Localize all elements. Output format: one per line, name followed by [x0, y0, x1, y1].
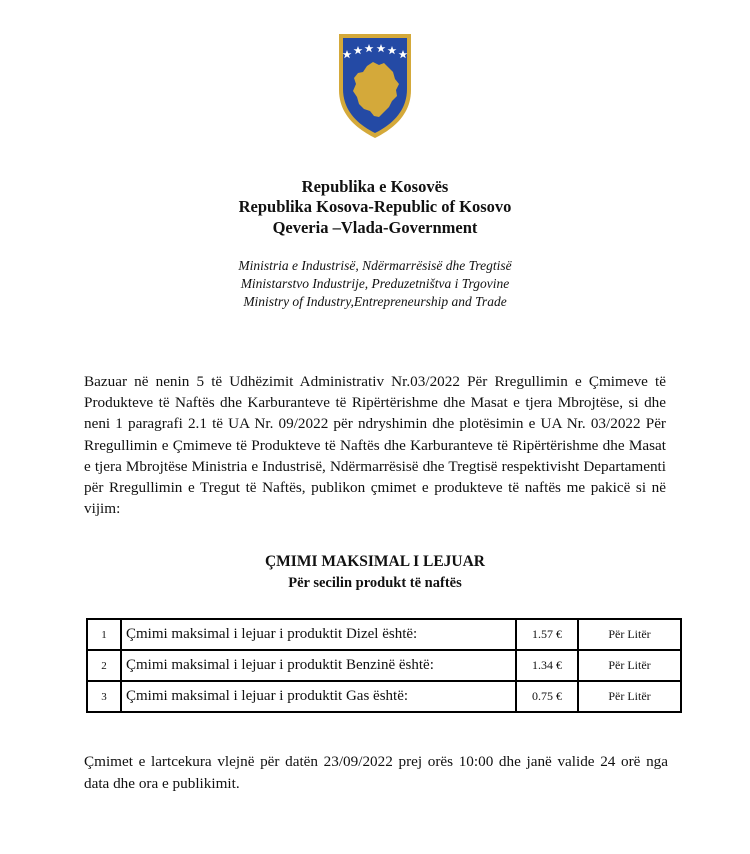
price-unit: Për Litër — [578, 650, 681, 681]
ministry-name-en: Ministry of Industry,Entrepreneurship and Trade — [243, 294, 507, 309]
ministry-name-sr: Ministarstvo Industrije, Preduzetništva i Trgovine — [240, 276, 510, 291]
row-number: 2 — [87, 650, 121, 681]
kosovo-coat-of-arms-emblem — [337, 32, 413, 140]
intro-paragraph: Bazuar në nenin 5 të Udhëzimit Administrativ Nr.03/2022 Për Rregullimin e Çmimeve të Produkteve të Naftës dhe Karburanteve të Ripërtërishme dhe Masat e tjera Mbrojtëse, si dhe neni 1 paragrafi 2.1 të UA Nr. 09/2022 për ndryshimin dhe plotësimin e UA Nr. 03/2022 Për Rregullimin e Çmimeve të Produkteve të Naftës dhe Karburanteve të Ripërtërishme dhe Masat e tjera Mbrojtëse Ministria e Industrisë, Ndërmarrësisë dhe Tregtisë respektivisht Departamenti për Rregullimin e Tregut të Naftës, publikon çmimet e produkteve të naftës me pakicë si në vijim: — [84, 373, 666, 518]
price-unit: Për Litër — [578, 681, 681, 712]
row-number: 3 — [87, 681, 121, 712]
header-republic-sr-en: Republika Kosova-Republic of Kosovo — [238, 197, 512, 216]
product-price: 1.34 € — [516, 650, 578, 681]
section-title: ÇMIMI MAKSIMAL I LEJUAR — [264, 553, 486, 570]
table-row — [87, 619, 681, 650]
table-row — [87, 650, 681, 681]
product-price: 1.57 € — [516, 619, 578, 650]
header-government: Qeveria –Vlada-Government — [272, 218, 478, 237]
price-table — [86, 618, 682, 713]
product-description: Çmimi maksimal i lejuar i produktit Benzinë është: — [121, 650, 516, 681]
price-unit: Për Litër — [578, 619, 681, 650]
product-description: Çmimi maksimal i lejuar i produktit Dizel është: — [121, 619, 516, 650]
section-subtitle: Për secilin produkt të naftës — [288, 575, 462, 591]
header-republic-sq: Republika e Kosovës — [301, 177, 449, 196]
product-price: 0.75 € — [516, 681, 578, 712]
table-row — [87, 681, 681, 712]
product-description: Çmimi maksimal i lejuar i produktit Gas është: — [121, 681, 516, 712]
ministry-name-sq: Ministria e Industrisë, Ndërmarrësisë dhe Tregtisë — [238, 258, 512, 273]
row-number: 1 — [87, 619, 121, 650]
validity-note: Çmimet e lartcekura vlejnë për datën 23/09/2022 prej orës 10:00 dhe janë valide 24 orë nga data dhe ora e publikimit. — [84, 753, 668, 792]
